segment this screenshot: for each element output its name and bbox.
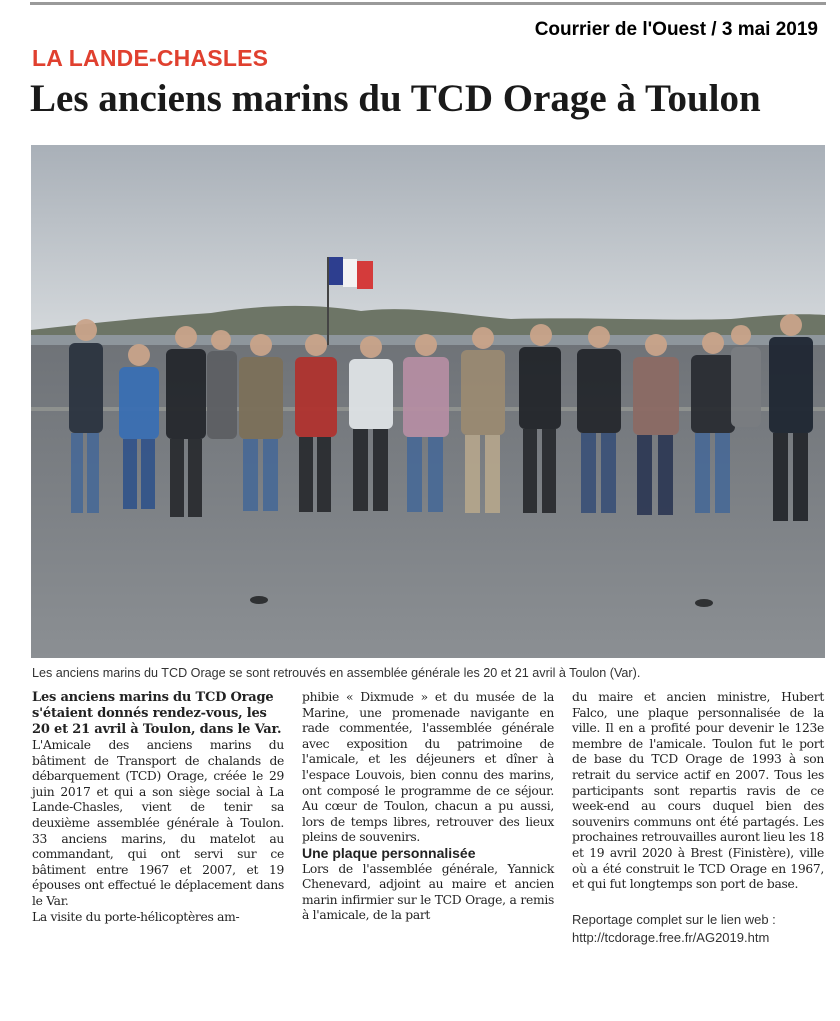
section-kicker: LA LANDE-CHASLES xyxy=(32,45,269,71)
article-paragraph: du maire et ancien ministre, Hubert Falco, une plaque personnalisée de la ville. Il en a profité pour devenir le 123e membre de l'amicale. Toulon fut le port de base du TCD Orage de 1993 à son retrait du service actif en 2007. Tous les participants sont repartis ravis de ce week-end au cours duquel bien des souvenirs communs ont été partagés. Les prochaines retrouvailles auront lieu les 18 et 19 avril 2020 à Brest (Finistère), ville où a été construit le TCD Orage en 1967, et qui fut longtemps son port de base. xyxy=(572,690,824,892)
web-link[interactable]: http://tcdorage.free.fr/AG2019.htm xyxy=(572,929,770,945)
article-paragraph: L'Amicale des anciens marins du bâtiment de Transport de chalands de débarquement (TCD) Orage, créée le 29 juin 2017 et qui a son siège social à La Lande-Chasles, vient de tenir sa deuxième assemblée générale à Toulon. 33 anciens marins, du matelot au commandant, qui ont servi sur ce bâtiment entre 1967 et 2007, et 19 épouses ont effectué le déplacement dans le Var. xyxy=(32,738,284,908)
web-reference xyxy=(572,911,824,947)
article-paragraph: Lors de l'assemblée générale, Yannick Chenevard, adjoint au maire et ancien marin infirmier sur le TCD Orage, a remis à l'amicale, de la part xyxy=(302,861,554,923)
article-column-3 xyxy=(572,690,824,947)
article-paragraph: La visite du porte-hélicoptères am- xyxy=(32,909,240,924)
web-label: Reportage complet sur le lien web : xyxy=(572,911,776,927)
page-title: Les anciens marins du TCD Orage à Toulon xyxy=(30,77,761,120)
newspaper-source: Courrier de l'Ouest / 3 mai 2019 xyxy=(534,19,818,40)
article-column-1 xyxy=(32,690,284,925)
article-subhead: Une plaque personnalisée xyxy=(302,844,476,861)
photo-caption: Les anciens marins du TCD Orage se sont retrouvés en assemblée générale les 20 et 21 avril à Toulon (Var). xyxy=(32,666,641,680)
top-rule xyxy=(30,2,826,5)
article-column-2 xyxy=(302,690,554,924)
article-lead: Les anciens marins du TCD Orage s'étaient donnés rendez-vous, les 20 et 21 avril à Toulon, dans le Var. xyxy=(32,690,282,737)
group-photo xyxy=(31,145,825,658)
article-paragraph: phibie « Dixmude » et du musée de la Marine, une promenade navigante en rade commentée, l'assemblée générale avec exposition du patrimoine de l'amicale, et les déjeuners et dîner à l'espace Louvois, bien connu des marins, ont composé le programme de ce séjour. Au cœur de Toulon, chacun a pu aussi, lors de temps libres, retrouver des lieux pleins de souvenirs. xyxy=(302,690,554,845)
